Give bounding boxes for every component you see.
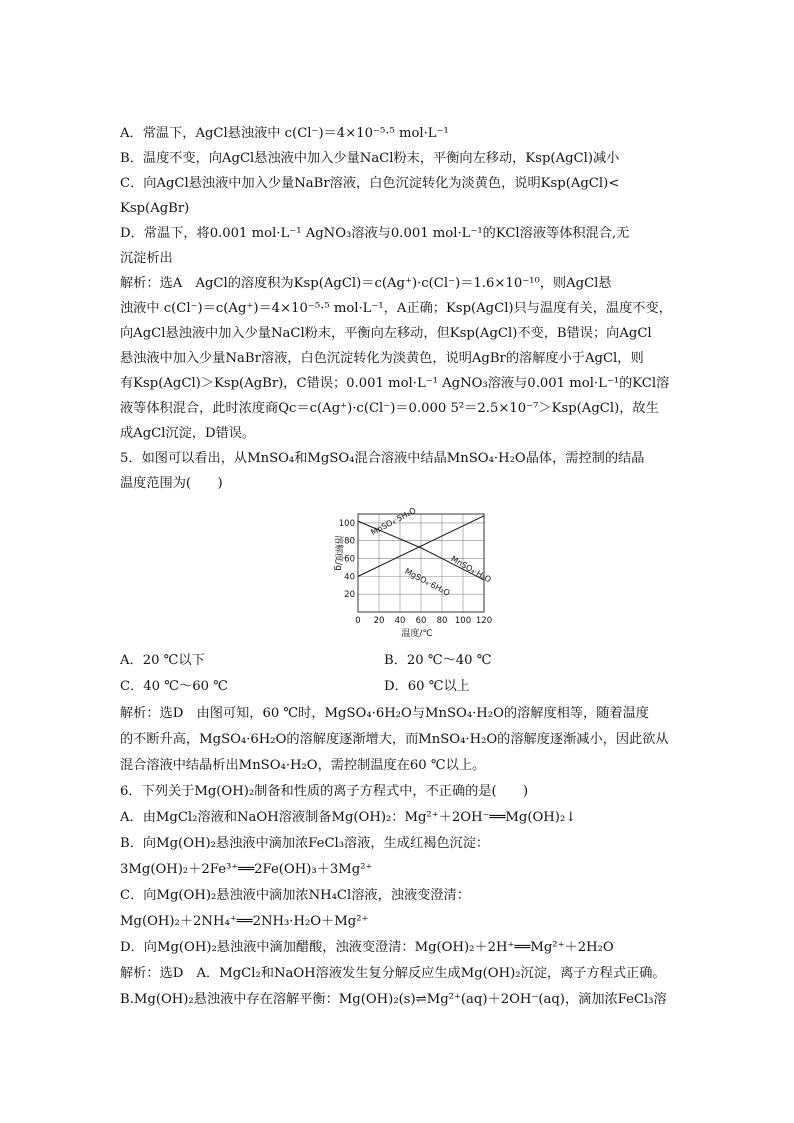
x-axis-label: 温度/℃	[401, 629, 433, 638]
text-line: B.Mg(OH)₂悬浊液中存在溶解平衡：Mg(OH)₂(s)⇌Mg²⁺(aq)＋2OH⁻(aq)，滴加浓FeCl₃溶	[120, 992, 667, 1007]
text-line: 解析：选D A．MgCl₂和NaOH溶液发生复分解反应生成Mg(OH)₂沉淀，离子方程式正确。	[120, 966, 666, 981]
text-line: 混合溶液中结晶析出MnSO₄·H₂O，需控制温度在60 ℃以上。	[120, 758, 486, 773]
x-tick-label: 0	[355, 616, 361, 626]
x-tick-label: 60	[415, 616, 427, 626]
text-line: A．由MgCl₂溶液和NaOH溶液制备Mg(OH)₂：Mg²⁺＋2OH⁻══Mg(OH)₂↓	[120, 810, 577, 825]
x-tick-label: 100	[454, 616, 472, 626]
text-line: 浊液中 c(Cl⁻)＝c(Ag⁺)＝4×10⁻⁵·⁵ mol·L⁻¹，A正确；Ksp(AgCl)只与温度有关，温度不变，	[120, 301, 672, 316]
option-a: A．20 ℃以下	[120, 653, 205, 668]
text-line: 沉淀析出	[120, 251, 173, 266]
series-label: MnSO₄·5H₂O	[369, 508, 418, 538]
text-line: C．向Mg(OH)₂悬浊液中滴加浓NH₄Cl溶液，浊液变澄清：	[120, 888, 470, 903]
y-tick-label: 40	[344, 572, 355, 583]
text-line: 悬浊液中加入少量NaBr溶液，白色沉淀转化为淡黄色，说明AgBr的溶解度小于AgCl，则	[120, 351, 644, 366]
x-tick-label: 120	[475, 616, 493, 626]
question-6-stem: 6．下列关于Mg(OH)₂制备和性质的离子方程式中，不正确的是( )	[120, 784, 529, 799]
text-line: C．向AgCl悬浊液中加入少量NaBr溶液，白色沉淀转化为淡黄色，说明Ksp(AgCl)<	[120, 176, 620, 191]
y-tick-label: 80	[344, 536, 355, 547]
text-line: 解析：选A AgCl的溶度积为Ksp(AgCl)＝c(Ag⁺)·c(Cl⁻)＝1.6×10⁻¹⁰，则AgCl悬	[120, 276, 612, 291]
question-5-stem: 温度范围为( )	[120, 476, 223, 491]
text-line: 解析：选D 由图可知，60 ℃时，MgSO₄·6H₂O与MnSO₄·H₂O的溶解度相等，随着温度	[120, 706, 649, 721]
series-label: MnSO₄·H₂O	[449, 554, 493, 585]
option-d: D．60 ℃以上	[384, 679, 470, 694]
question-5-stem: 5．如图可以看出，从MnSO₄和MgSO₄混合溶液中结晶MnSO₄·H₂O晶体，需控制的结晶	[120, 451, 645, 466]
y-axis-label: 溶解度/g	[333, 535, 343, 571]
series-label: MgSO₄·6H₂O	[403, 566, 452, 598]
text-line: 成AgCl沉淀，D错误。	[120, 426, 256, 441]
solubility-chart	[326, 508, 496, 638]
y-tick-label: 20	[344, 590, 355, 601]
x-tick-label: 80	[436, 616, 448, 626]
text-line: B．向Mg(OH)₂悬浊液中滴加浓FeCl₃溶液，生成红褐色沉淀：	[120, 836, 490, 851]
text-line: B．温度不变，向AgCl悬浊液中加入少量NaCl粉末，平衡向左移动，Ksp(AgCl)减小	[120, 151, 620, 166]
text-line: 3Mg(OH)₂＋2Fe³⁺══2Fe(OH)₃＋3Mg²⁺	[120, 862, 373, 877]
text-line: Ksp(AgBr)	[120, 201, 190, 216]
text-line: 液等体积混合，此时浓度商Qc＝c(Ag⁺)·c(Cl⁻)＝0.000 5²＝2.5×10⁻⁷＞Ksp(AgCl)，故生	[120, 401, 659, 416]
x-tick-label: 20	[373, 616, 385, 626]
text-line: 向AgCl悬浊液中加入少量NaCl粉末，平衡向左移动，但Ksp(AgCl)不变，B错误；向AgCl	[120, 326, 652, 341]
option-b: B．20 ℃～40 ℃	[384, 653, 492, 668]
solubility-chart-svg	[326, 508, 496, 638]
text-line: Mg(OH)₂＋2NH₄⁺══2NH₃·H₂O＋Mg²⁺	[120, 914, 369, 929]
y-tick-label: 60	[344, 554, 355, 565]
text-line: 有Ksp(AgCl)＞Ksp(AgBr)，C错误；0.001 mol·L⁻¹ AgNO₃溶液与0.001 mol·L⁻¹的KCl溶	[120, 376, 670, 391]
text-line: D．常温下，将0.001 mol·L⁻¹ AgNO₃溶液与0.001 mol·L⁻¹的KCl溶液等体积混合,无	[120, 226, 630, 241]
text-line: D．向Mg(OH)₂悬浊液中滴加醋酸，浊液变澄清：Mg(OH)₂＋2H⁺══Mg²⁺＋2H₂O	[120, 940, 614, 955]
y-tick-label: 100	[338, 518, 355, 529]
text-line: A．常温下，AgCl悬浊液中 c(Cl⁻)＝4×10⁻⁵·⁵ mol·L⁻¹	[120, 126, 449, 141]
x-tick-label: 40	[394, 616, 406, 626]
option-c: C．40 ℃～60 ℃	[120, 679, 228, 694]
text-line: 的不断升高，MgSO₄·6H₂O的溶解度逐渐增大，而MnSO₄·H₂O的溶解度逐渐减小，因此欲从	[120, 732, 669, 747]
